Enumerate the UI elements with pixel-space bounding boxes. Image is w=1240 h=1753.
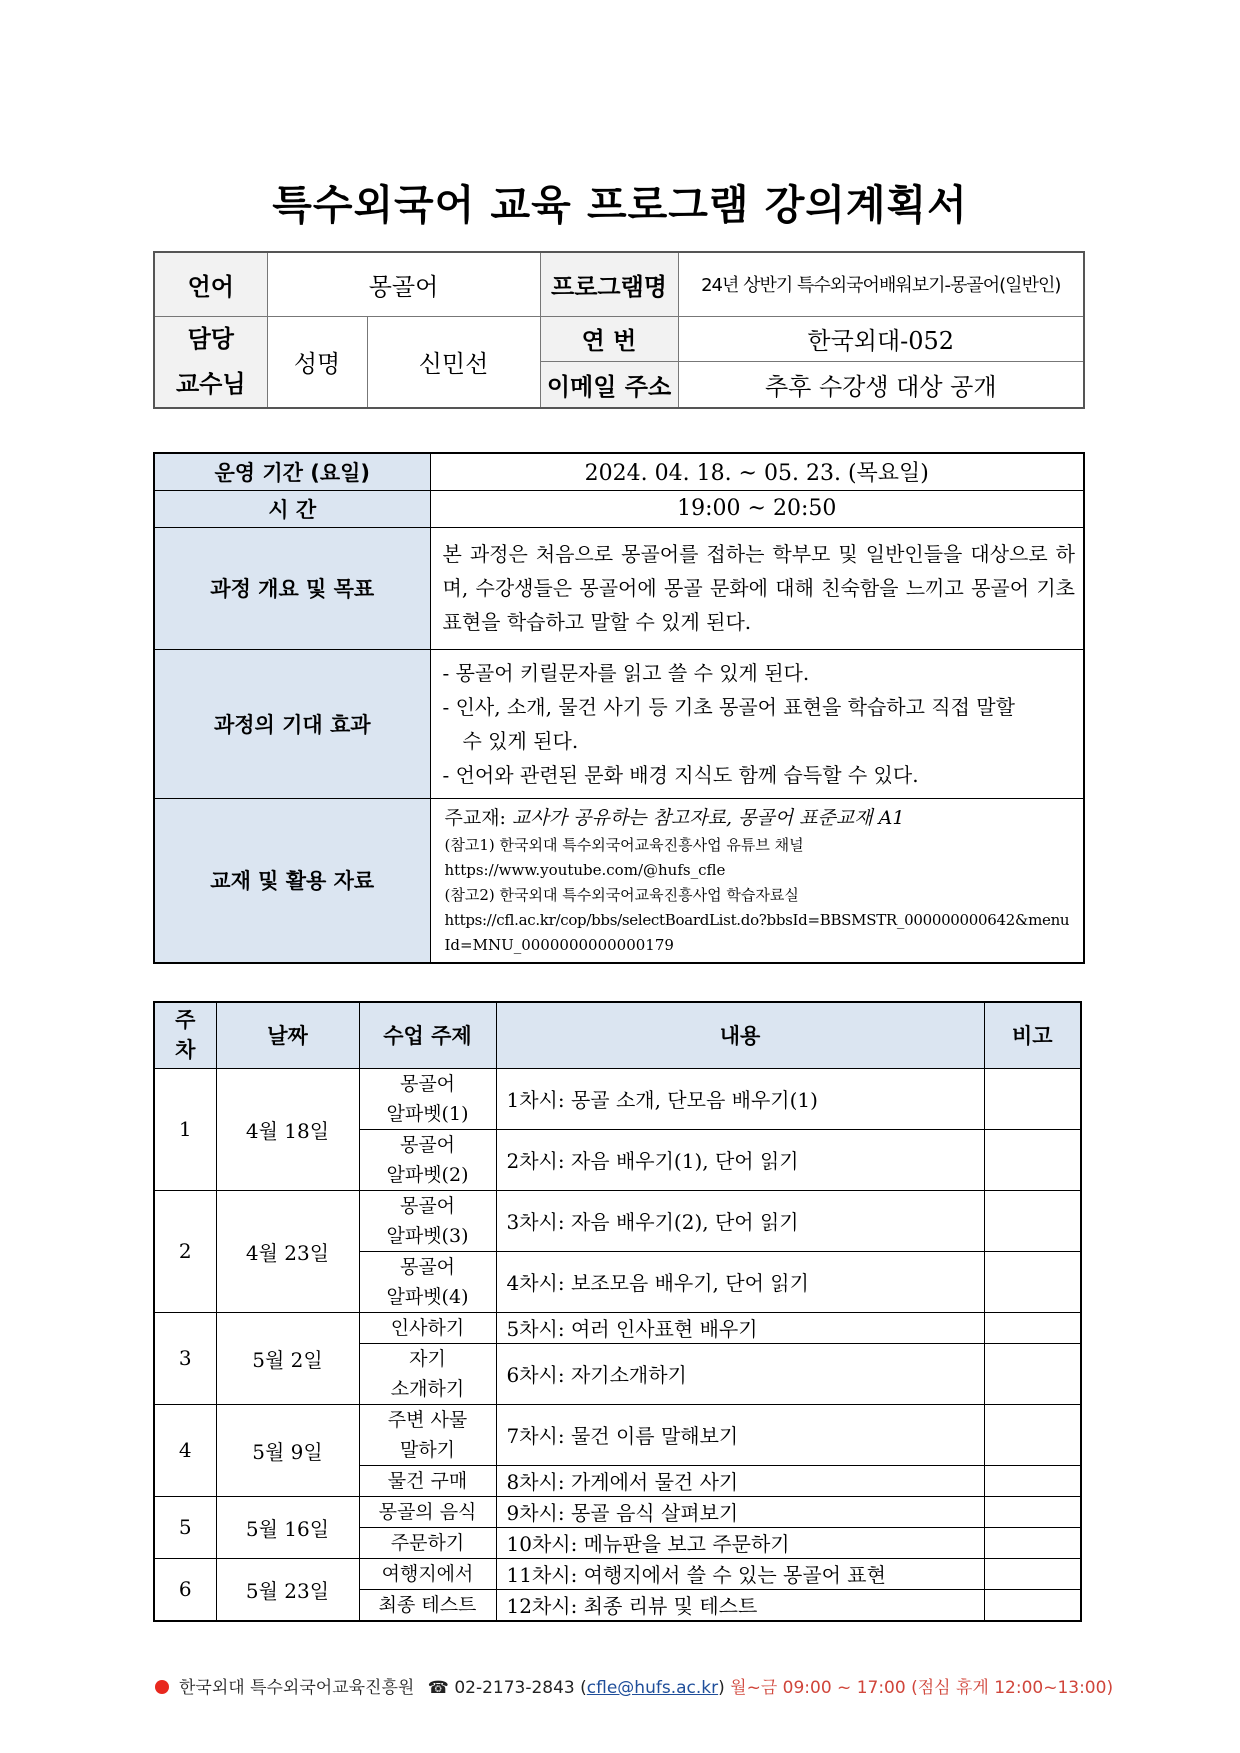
topic-line: 말하기 [399, 1438, 456, 1461]
footer-phone: 02-2173-2843 [454, 1678, 575, 1698]
info-table [153, 251, 1085, 409]
header-week-2: 차 [175, 1038, 196, 1063]
professor-label-line2: 교수님 [175, 369, 246, 398]
topic-line: 몽골어 [399, 1255, 456, 1278]
note-cell [984, 1312, 1081, 1343]
note-cell [984, 1404, 1081, 1465]
effect-item: 수 있게 된다. [462, 728, 579, 753]
topic-cell [359, 1496, 496, 1527]
content-cell: 11차시: 여행지에서 쓸 수 있는 몽골어 표현 [496, 1558, 984, 1589]
content-cell: 8차시: 가게에서 물건 사기 [496, 1465, 984, 1496]
effects-label: 과정의 기대 효과 [154, 649, 430, 798]
topic-line: 몽골어 [399, 1194, 456, 1217]
content-cell: 9차시: 몽골 음식 살펴보기 [496, 1496, 984, 1527]
note-cell [984, 1190, 1081, 1251]
topic-line: 몽골어 [399, 1072, 456, 1095]
schedule-table [153, 1001, 1082, 1622]
reference-1: (참고1) 한국외대 특수외국어교육진흥사업 유튜브 채널 [444, 835, 804, 854]
header-note: 비고 [984, 1002, 1081, 1068]
topic-line: 소개하기 [390, 1377, 465, 1400]
topic-cell [359, 1129, 496, 1190]
email-label: 이메일 주소 [540, 362, 678, 408]
note-cell [984, 1496, 1081, 1527]
topic-line: 자기 [409, 1347, 446, 1370]
period-label: 운영 기간 (요일) [154, 453, 430, 490]
topic-line: 여행지에서 [381, 1562, 474, 1585]
overview-text: 본 과정은 처음으로 몽골어를 접하는 학부모 및 일반인들을 대상으로 하며, 수강생들은 몽골어에 몽골 문화에 대해 친숙함을 느끼고 몽골어 기초표현을 학습하고 말할 수 있게 된다. [430, 527, 1084, 649]
overview-label: 과정 개요 및 목표 [154, 527, 430, 649]
header-topic: 수업 주제 [359, 1002, 496, 1068]
table-row [154, 1068, 1081, 1129]
effect-item: - 인사, 소개, 물건 사기 등 기초 몽골어 표현을 학습하고 직접 말할 [442, 694, 1015, 719]
note-cell [984, 1465, 1081, 1496]
topic-line: 몽골어 [399, 1133, 456, 1156]
footer: 한국외대 특수외국어교육진흥원 ☎ 02-2173-2843 (cfle@hufs.ac.kr) 월~금 09:00 ~ 17:00 (점심 휴게 12:00~13:00) [155, 1673, 1113, 1698]
topic-cell [359, 1068, 496, 1129]
phone-value: 한국외대-052 [678, 316, 1084, 362]
footer-org: 한국외대 특수외국어교육진흥원 [179, 1678, 415, 1698]
content-cell: 2차시: 자음 배우기(1), 단어 읽기 [496, 1129, 984, 1190]
table-row [154, 1404, 1081, 1465]
topic-cell [359, 1465, 496, 1496]
language-value: 몽골어 [267, 252, 540, 316]
table-row [154, 1190, 1081, 1251]
header-date: 날짜 [216, 1002, 359, 1068]
table-row [154, 1312, 1081, 1343]
time-value: 19:00 ~ 20:50 [430, 490, 1084, 527]
topic-line: 알파벳(2) [386, 1163, 469, 1186]
materials-label: 교재 및 활용 자료 [154, 798, 430, 963]
topic-line: 알파벳(3) [386, 1224, 469, 1247]
week-cell: 4 [154, 1404, 216, 1496]
materials-main-prefix: 주교재: [444, 806, 513, 829]
topic-line: 주문하기 [390, 1531, 465, 1554]
professor-label [154, 316, 267, 408]
content-cell: 6차시: 자기소개하기 [496, 1343, 984, 1404]
reference-2: (참고2) 한국외대 특수외국어교육진흥사업 학습자료실 [444, 885, 799, 904]
date-cell: 4월 23일 [216, 1190, 359, 1312]
materials-main-value: 교사가 공유하는 참고자료, 몽골어 표준교재 A1 [512, 806, 905, 829]
topic-cell [359, 1589, 496, 1621]
content-cell: 5차시: 여러 인사표현 배우기 [496, 1312, 984, 1343]
schedule-header-row [154, 1002, 1081, 1068]
language-label: 언어 [154, 252, 267, 316]
header-week [154, 1002, 216, 1068]
effect-item: - 몽골어 키릴문자를 읽고 쓸 수 있게 된다. [442, 660, 810, 685]
phone-label: 연 번 [540, 316, 678, 362]
topic-line: 물건 구매 [387, 1469, 468, 1492]
program-label: 프로그램명 [540, 252, 678, 316]
topic-line: 알파벳(4) [386, 1285, 469, 1308]
note-cell [984, 1068, 1081, 1129]
date-cell: 5월 16일 [216, 1496, 359, 1558]
week-cell: 2 [154, 1190, 216, 1312]
content-cell: 4차시: 보조모음 배우기, 단어 읽기 [496, 1251, 984, 1312]
email-value: 추후 수강생 대상 공개 [678, 362, 1084, 408]
content-cell: 3차시: 자음 배우기(2), 단어 읽기 [496, 1190, 984, 1251]
topic-line: 최종 테스트 [378, 1593, 477, 1616]
topic-cell [359, 1527, 496, 1558]
page-title: 특수외국어 교육 프로그램 강의계획서 [272, 181, 968, 229]
content-cell: 1차시: 몽골 소개, 단모음 배우기(1) [496, 1068, 984, 1129]
name-label: 성명 [267, 316, 367, 408]
period-value: 2024. 04. 18. ~ 05. 23. (목요일) [430, 453, 1084, 490]
course-table [153, 452, 1085, 964]
date-cell: 5월 2일 [216, 1312, 359, 1404]
professor-label-line1: 담당 [187, 324, 234, 353]
week-cell: 5 [154, 1496, 216, 1558]
note-cell [984, 1251, 1081, 1312]
header-week-1: 주 [175, 1008, 196, 1033]
topic-line: 인사하기 [390, 1316, 465, 1339]
effect-item: - 언어와 관련된 문화 배경 지식도 함께 습득할 수 있다. [442, 762, 919, 787]
content-cell: 12차시: 최종 리뷰 및 테스트 [496, 1589, 984, 1621]
footer-email[interactable]: cfle@hufs.ac.kr [586, 1678, 719, 1698]
note-cell [984, 1527, 1081, 1558]
week-cell: 6 [154, 1558, 216, 1621]
red-dot-icon [155, 1680, 169, 1694]
effects-list [430, 649, 1084, 798]
topic-cell [359, 1251, 496, 1312]
topic-line: 몽골의 음식 [378, 1500, 477, 1523]
week-cell: 1 [154, 1068, 216, 1190]
materials-list [430, 798, 1084, 963]
note-cell [984, 1589, 1081, 1621]
topic-cell [359, 1404, 496, 1465]
topic-cell [359, 1558, 496, 1589]
footer-hours: 월~금 09:00 ~ 17:00 (점심 휴게 12:00~13:00) [730, 1678, 1114, 1698]
topic-cell [359, 1343, 496, 1404]
note-cell [984, 1129, 1081, 1190]
reference-2-url[interactable]: https://cfl.ac.kr/cop/bbs/selectBoardList.do?bbsId=BBSMSTR_000000000642&menu [444, 910, 1070, 929]
table-row [154, 1558, 1081, 1589]
note-cell [984, 1558, 1081, 1589]
topic-cell [359, 1190, 496, 1251]
content-cell: 7차시: 물건 이름 말해보기 [496, 1404, 984, 1465]
topic-cell [359, 1312, 496, 1343]
note-cell [984, 1343, 1081, 1404]
phone-icon: ☎ [427, 1678, 449, 1698]
date-cell: 5월 9일 [216, 1404, 359, 1496]
name-value: 신민선 [367, 316, 540, 408]
week-cell: 3 [154, 1312, 216, 1404]
table-row [154, 1496, 1081, 1527]
time-label: 시 간 [154, 490, 430, 527]
date-cell: 4월 18일 [216, 1068, 359, 1190]
reference-1-url[interactable]: https://www.youtube.com/@hufs_cfle [444, 860, 726, 879]
reference-2-url-cont[interactable]: Id=MNU_0000000000000179 [444, 935, 674, 954]
topic-line: 알파벳(1) [386, 1102, 469, 1125]
topic-line: 주변 사물 [387, 1408, 468, 1431]
content-cell: 10차시: 메뉴판을 보고 주문하기 [496, 1527, 984, 1558]
date-cell: 5월 23일 [216, 1558, 359, 1621]
header-content: 내용 [496, 1002, 984, 1068]
program-value: 24년 상반기 특수외국어배워보기-몽골어(일반인) [678, 252, 1084, 316]
